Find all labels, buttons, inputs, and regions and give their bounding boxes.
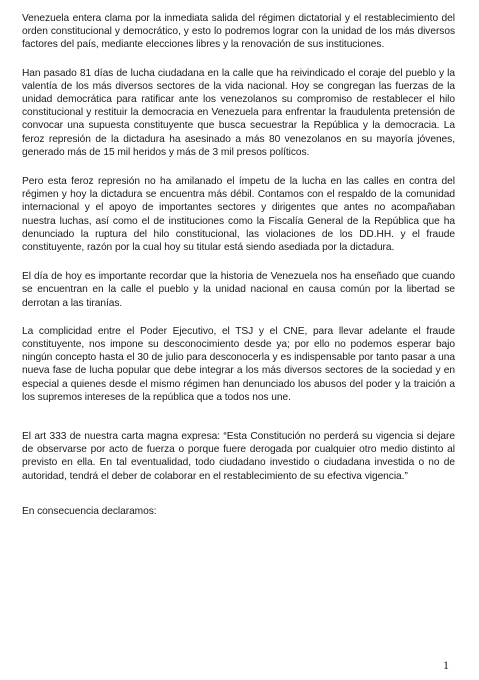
paragraph-6: El art 333 de nuestra carta magna expresa: “Esta Constitución no perderá su vigencia si dejare de observarse por acto de fuerza o porque fuere derogada por cualquier otro medio distinto al previsto en ella. En tal eventualidad, todo ciudadano investido o ciudadana investida o no de autoridad, tendrá el deber de colaborar en el restablecimiento de su efectiva vigencia.” — [22, 431, 455, 482]
paragraph-7: En consecuencia declaramos: — [22, 505, 157, 517]
paragraph-2: Han pasado 81 días de lucha ciudadana en la calle que ha reivindicado el coraje del pueblo y la valentía de los más diversos sectores de la vida nacional. Hoy se congregan las fuerzas de la unidad democrática para ratificar ante los venezolanos su compromiso de restablecer el hilo constitucional y restituir la democracia en Venezuela para enfrentar la fraudulenta pretensión de convocar una supuesta constituyente que busca secuestrar la República y la democracia. La feroz represión de la dictadura ha asesinado a más 80 venezolanos en su mayoría jóvenes, generado más de 15 mil heridos y más de 3 mil presos políticos. — [22, 67, 455, 158]
page-number: 1 — [443, 658, 449, 672]
paragraph-3: Pero esta feroz represión no ha amilanado el ímpetu de la lucha en las calles en contra del régimen y hoy la dictadura se encuentra más débil. Contamos con el respaldo de la comunidad internacional y el apoyo de importantes sectores y dirigentes que antes no acompañaban nuestra luchas, así como el de instituciones como la Fiscalía General de la República que ha denunciado la ruptura del hilo constitucional, las violaciones de los DD.HH. y el fraude constituyente, razón por la cual hoy su titular está siendo asediada por la dictadura. — [22, 176, 455, 254]
paragraph-5: La complicidad entre el Poder Ejecutivo, el TSJ y el CNE, para llevar adelante el fraude constituyente, nos impone su desconocimiento desde ya; por ello no podemos esperar bajo ningún concepto hasta el 30 de julio para desconocerla y es indispensable por tanto pasar a una nueva fase de lucha popular que debe integrar a los más diversos sectores de la sociedad y en especial a quienes desde el mismo régimen han denunciado los abusos del poder y la traición a los supremos intereses de la república que a todos nos une. — [22, 325, 455, 403]
paragraph-1: Venezuela entera clama por la inmediata salida del régimen dictatorial y el restablecimiento del orden constitucional y democrático, y esto lo podremos lograr con la unidad de los más diversos factores del país, mediante elecciones libres y la renovación de sus instituciones. — [22, 13, 455, 51]
paragraph-4: El día de hoy es importante recordar que la historia de Venezuela nos ha enseñado que cuando se encuentran en la calle el pueblo y la unidad nacional en causa común por la libertad se derrotan a las tiranías. — [22, 271, 455, 309]
